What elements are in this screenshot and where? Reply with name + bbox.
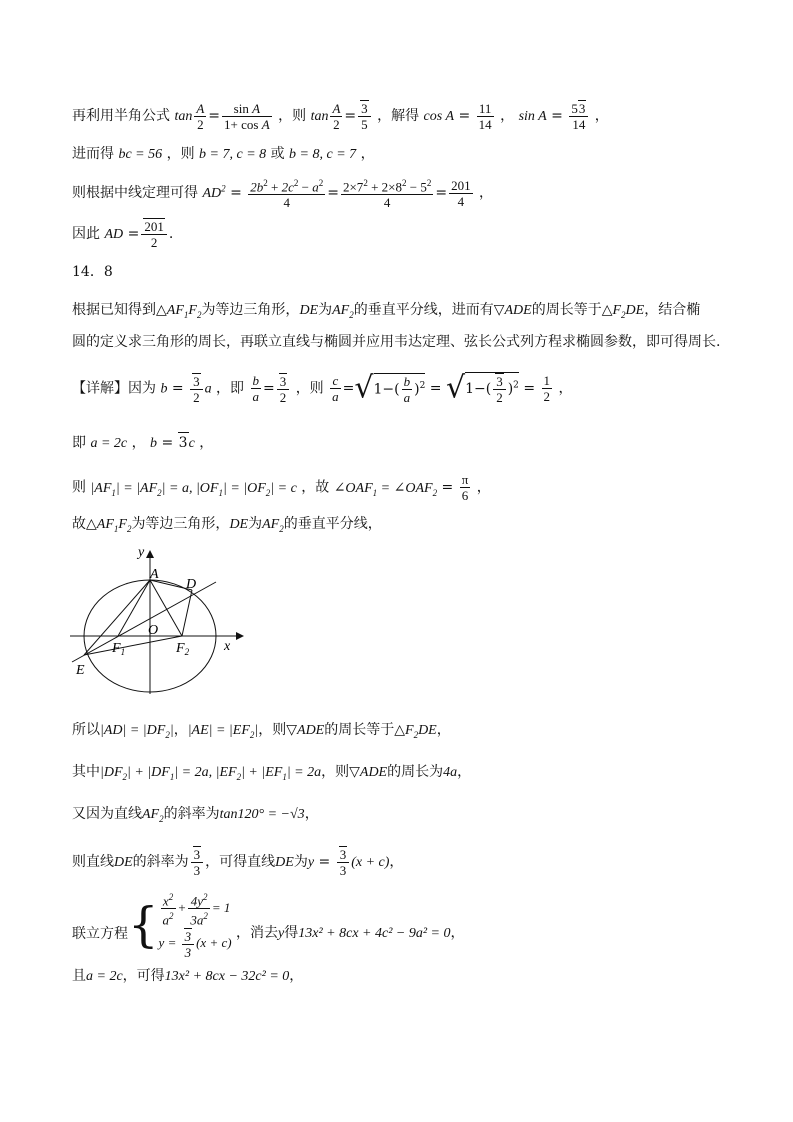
- text-comma: ，: [479, 185, 494, 202]
- line-a-2c: 即 a = 2c ， b = 3c ，: [72, 432, 213, 454]
- text-then: ，则: [166, 146, 195, 162]
- text-comma: ，: [131, 435, 146, 451]
- text-then: ，则: [295, 380, 324, 397]
- text-solve-system: 联立方程: [72, 925, 128, 942]
- text-namely: 即: [72, 435, 86, 451]
- text-comma: ，: [173, 722, 188, 738]
- text-where: 其中: [72, 764, 100, 780]
- text-or: 或: [270, 146, 285, 162]
- text-can-get: ，可得: [122, 968, 165, 984]
- text-comma: ，: [594, 108, 609, 124]
- math-de: DE: [275, 855, 294, 870]
- text-perimeter-is: 的周长为: [387, 764, 444, 780]
- label-a: A: [150, 567, 159, 582]
- text-perp-bisector: 的垂直平分线，: [283, 516, 382, 532]
- line-de-equation: 则直线DE的斜率为 $\frac{3}{3}$ ，可得直线DE为y = $\frac{3}{3}$ (x + c)，: [72, 847, 404, 878]
- math-quadratic-final: 13x² + 8cx − 32c² = 0: [164, 969, 290, 984]
- text-then: 则: [72, 479, 86, 496]
- text-comma: ，: [199, 435, 214, 451]
- text-comma: ，: [500, 108, 515, 124]
- text-slope-is: 的斜率为: [163, 806, 220, 822]
- text-comma: ，: [304, 806, 319, 822]
- line-ad: 因此 AD = $\frac{201}{2}$ .: [72, 219, 174, 250]
- text-perimeter-equal: 的周长等于: [324, 722, 395, 738]
- math-bc: bc = 56: [118, 147, 163, 162]
- text-then: ，则: [278, 108, 307, 124]
- text-then: ，则: [321, 764, 350, 780]
- text-given: 根据已知得到: [72, 302, 156, 318]
- math-quadratic: 13x² + 8cx + 4c² − 9a² = 0: [298, 926, 451, 942]
- text-solve: ，解得: [377, 108, 420, 124]
- label-d: D: [186, 577, 197, 592]
- text-comma: ，: [389, 854, 404, 870]
- text-comma: ，: [457, 764, 472, 780]
- text-perimeter-equal: 的周长等于: [531, 302, 602, 318]
- text-so: ，故: [301, 479, 330, 496]
- line-detail: 【详解】因为 b = $\frac{3}{2}$ a ，即 $\frac{b}{a}$ = $\frac{3}{2}$ ，则 $\frac{c}{a}$ =√1−( $\frac{b}{a}$ )$^2$ = √1−( $\frac{3}{2}$ )$^2$ = $\frac{1}{2}$ ，: [72, 370, 573, 406]
- text-also-line: 又因为直线: [72, 806, 142, 822]
- label-e: E: [76, 663, 85, 678]
- line-half-angle: 再利用半角公式 tan $\frac{A}{2}$ = $\frac{\text{sin A}}{\text{1+ cos A}}$ ，则 tan $\frac{A}{2}$ = $\frac{3}{5}$ ，解得 cos A = $\frac{11}{14}$ ， sin A = $\frac{53}{14}$ ，: [72, 100, 609, 132]
- text-half-angle: 再利用半角公式: [72, 108, 170, 124]
- label-y: y: [138, 545, 145, 560]
- math-de: DE: [229, 517, 249, 532]
- text-comma: ，: [289, 968, 304, 984]
- math-option1: b = 7, c = 8: [199, 147, 267, 162]
- text-get: 得: [284, 925, 299, 942]
- text-hence: 进而得: [72, 146, 114, 162]
- label-x: x: [224, 639, 231, 654]
- line-perimeter: 其中$|DF_2| + |DF_1| = 2a$, $|EF_2| + |EF_1| = 2a$，则▽ADE的周长为4a，: [72, 764, 472, 782]
- math-y: y: [278, 926, 285, 942]
- line-slope-af2: 又因为直线$AF_2$的斜率为tan120° = −√3，: [72, 806, 319, 824]
- text-is: 为: [248, 516, 263, 532]
- line-system: 联立方程{ $\frac{x^2}{a^2}$ + $\frac{4y^2}{3a^2}$ = 1 y = $\frac{3}{3}$ (x + c) ，消去y得13x² + 8cx + 4c² − 9a² = 0，: [72, 892, 465, 960]
- text-is: 为: [318, 302, 333, 318]
- text-comma: ，: [476, 479, 491, 496]
- text-perp-bisector: 的垂直平分线，进而有: [353, 302, 494, 318]
- text-equilateral: 为等边三角形，: [201, 302, 300, 318]
- text-median-theorem: 则根据中线定理可得: [72, 185, 198, 202]
- text-comma: ，: [450, 925, 465, 942]
- line-analysis: 根据已知得到$\triangle AF_1F_2$为等边三角形，DE为$AF_2$的垂直平分线，进而有▽ADE的周长等于$\triangle F_2DE$，结合椭: [72, 302, 701, 320]
- math-a-2c: a = 2c: [86, 969, 123, 984]
- line-analysis-2: 圆的定义求三角形的周长，再联立直线与椭圆并应用韦达定理、弦长公式列方程求椭圆参数，即可得周长.: [72, 334, 721, 350]
- math-de: DE: [299, 303, 319, 318]
- math-option2: b = 8, c = 7: [289, 147, 357, 162]
- text-therefore: 因此: [72, 226, 100, 242]
- label-f1: $F_1$: [112, 641, 126, 657]
- text-slope-is: 的斜率为: [132, 854, 189, 870]
- text-comma: ，: [360, 146, 375, 162]
- math-de: DE: [114, 855, 133, 870]
- system-equations: $\frac{x^2}{a^2}$ + $\frac{4y^2}{3a^2}$ = 1 y = $\frac{3}{3}$ (x + c): [158, 892, 232, 960]
- line-bc: [72, 144, 375, 165]
- math-4a: 4a: [443, 765, 458, 780]
- text-get-line: ，可得直线: [205, 854, 276, 870]
- text-comma: ，: [436, 722, 451, 738]
- text-period: .: [168, 226, 174, 242]
- text-is: 为: [293, 854, 308, 870]
- text-eliminate: ，消去: [236, 925, 279, 942]
- line-final: [72, 966, 303, 987]
- label-f2: $F_2$: [176, 641, 190, 657]
- text-namely: ，即: [216, 380, 245, 397]
- text-and: 且: [72, 968, 86, 984]
- text-comma: ，: [558, 380, 573, 397]
- text-so: 所以: [72, 722, 100, 738]
- math-a-2c: a = 2c: [90, 436, 128, 451]
- text-combine: ，结合椭: [644, 302, 701, 318]
- text-so: 故: [72, 516, 86, 532]
- line-equilateral: 故$\triangle AF_1F_2$为等边三角形，DE为$AF_2$的垂直平分线，: [72, 516, 382, 534]
- text-equilateral: 为等边三角形，: [131, 516, 230, 532]
- line-median: 则根据中线定理可得 $AD^2$ = $\frac{2b^2 + 2c^2 - a^2}{4}$ = $\frac{2\times 7^2 + 2\times 8^2 - 5^2}{4}$ = $\frac{201}{4}$ ，: [72, 177, 494, 211]
- text-then-line: 则直线: [72, 854, 114, 870]
- line-ad-df2: 所以$|AD| = |DF_2|$，$|AE| = |EF_2|$，则▽ADE的周长等于$\triangle F_2DE$，: [72, 722, 451, 740]
- ellipse-figure: [66, 544, 246, 704]
- label-o: O: [148, 623, 159, 638]
- text-then: ，则: [258, 722, 287, 738]
- answer-14: 14．8: [72, 264, 113, 280]
- text-detail-because: 【详解】因为: [72, 380, 156, 397]
- line-foci: 则 $|AF_1| = |AF_2| = a$, $|OF_1| = |OF_2| = c$ ，故 $\angle OAF_1$ = $\angle OAF_2$ = $\frac{\pi}{6}$ ，: [72, 472, 491, 503]
- math-tan120: tan120° = −√3: [219, 807, 305, 822]
